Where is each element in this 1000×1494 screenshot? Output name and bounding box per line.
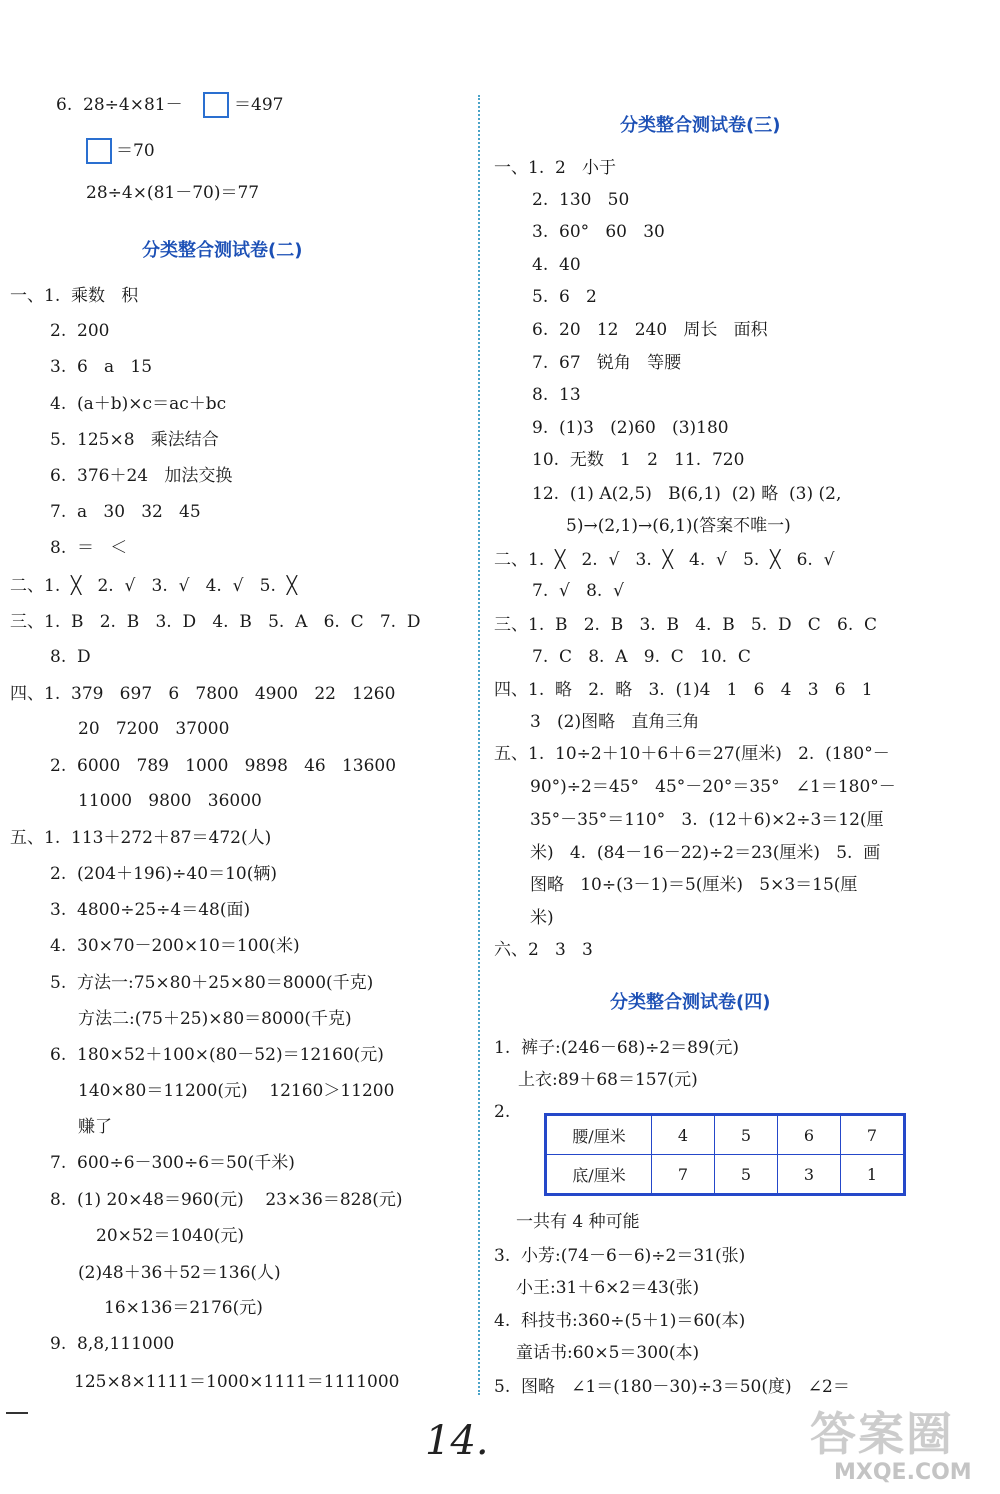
answer-line: ＝70 bbox=[116, 141, 155, 161]
answer-line: 4. 40 bbox=[532, 255, 581, 275]
answer-line: 3. 6 a 15 bbox=[50, 357, 153, 377]
answer-line: 1. 裤子:(246－68)÷2＝89(元) bbox=[494, 1038, 740, 1058]
answer-line: ＝497 bbox=[234, 95, 284, 115]
answer-line: 6. 376＋24 加法交换 bbox=[50, 466, 233, 486]
answer-line: 7. C 8. A 9. C 10. C bbox=[532, 647, 751, 667]
answer-line: 童话书:60×5＝300(本) bbox=[516, 1343, 700, 1363]
answer-line: 3. 4800÷25÷4＝48(面) bbox=[50, 900, 251, 920]
answer-line: 一、1. 乘数 积 bbox=[10, 286, 139, 306]
watermark-logo: 答案圈 bbox=[810, 1407, 954, 1461]
answer-line: 5. 方法一:75×80＋25×80＝8000(千克) bbox=[50, 973, 374, 993]
table-cell: 1 bbox=[841, 1155, 905, 1195]
answer-line: 10. 无数 1 2 11. 720 bbox=[532, 450, 745, 470]
answer-line: 一、1. 2 小于 bbox=[494, 158, 617, 178]
answer-line: 140×80＝11200(元) 12160＞11200 bbox=[78, 1081, 395, 1101]
section-title: 分类整合测试卷(四) bbox=[610, 992, 771, 1013]
answer-line: 7. √ 8. √ bbox=[532, 581, 624, 601]
watermark-url: MXQE.COM bbox=[834, 1460, 972, 1485]
column-divider bbox=[478, 95, 480, 1395]
table-cell: 3 bbox=[778, 1155, 841, 1195]
answer-line: 3. 小芳:(74－6－6)÷2＝31(张) bbox=[494, 1246, 746, 1266]
answer-line: 8. (1) 20×48＝960(元) 23×36＝828(元) bbox=[50, 1190, 403, 1210]
answer-line: 四、1. 略 2. 略 3. (1)4 1 6 4 3 6 1 bbox=[494, 680, 873, 700]
answer-line: 6. 20 12 240 周长 面积 bbox=[532, 320, 768, 340]
answer-line: 六、2 3 3 bbox=[494, 940, 593, 960]
answer-line: 7. 600÷6－300÷6＝50(千米) bbox=[50, 1153, 295, 1173]
answer-line: 3 (2)图略 直角三角 bbox=[530, 712, 700, 732]
table-header-cell: 底/厘米 bbox=[546, 1155, 652, 1195]
answer-line: 8. D bbox=[50, 647, 91, 667]
answer-line: 20×52＝1040(元) bbox=[96, 1226, 245, 1246]
table-row bbox=[546, 1155, 905, 1195]
answer-line: 五、1. 10÷2＋10＋6＋6＝27(厘米) 2. (180°－ bbox=[494, 744, 890, 764]
answer-line: 小王:31＋6×2＝43(张) bbox=[516, 1278, 700, 1298]
answer-line: 2. 130 50 bbox=[532, 190, 630, 210]
table-row bbox=[546, 1115, 905, 1155]
footer-mark bbox=[6, 1412, 28, 1414]
answer-line: 12. (1) A(2,5) B(6,1) (2) 略 (3) (2, bbox=[532, 484, 842, 504]
answer-line: 图略 10÷(3－1)＝5(厘米) 5×3＝15(厘 bbox=[530, 875, 858, 895]
answer-table bbox=[544, 1113, 906, 1196]
answer-line: 2. 200 bbox=[50, 321, 110, 341]
table-header-cell: 腰/厘米 bbox=[546, 1115, 652, 1155]
answer-line: 7. a 30 32 45 bbox=[50, 502, 201, 522]
answer-line: 上衣:89＋68＝157(元) bbox=[518, 1070, 698, 1090]
answer-line: 28÷4×(81－70)＝77 bbox=[86, 183, 260, 203]
answer-line: (2)48＋36＋52＝136(人) bbox=[78, 1263, 281, 1283]
table-cell: 5 bbox=[715, 1155, 778, 1195]
answer-line: 7. 67 锐角 等腰 bbox=[532, 353, 682, 373]
answer-line: 2. bbox=[494, 1102, 511, 1122]
table-cell: 7 bbox=[841, 1115, 905, 1155]
answer-line: 8. ＝ ＜ bbox=[50, 538, 128, 558]
answer-line: 6. 28÷4×81－ bbox=[56, 95, 183, 115]
answer-line: 4. 30×70－200×10＝100(米) bbox=[50, 936, 300, 956]
table-cell: 4 bbox=[652, 1115, 715, 1155]
answer-line: 米) 4. (84－16－22)÷2＝23(厘米) 5. 画 bbox=[530, 843, 881, 863]
blank-box bbox=[86, 138, 112, 164]
answer-line: 赚了 bbox=[78, 1117, 112, 1137]
answer-line: 35°－35°＝110° 3. (12＋6)×2÷3＝12(厘 bbox=[530, 810, 884, 830]
blank-box bbox=[203, 92, 229, 118]
answer-line: 5. 6 2 bbox=[532, 287, 597, 307]
answer-line: 4. 科技书:360÷(5＋1)＝60(本) bbox=[494, 1311, 746, 1331]
answer-line: 四、1. 379 697 6 7800 4900 22 1260 bbox=[10, 684, 396, 704]
table-cell: 5 bbox=[715, 1115, 778, 1155]
answer-line: 9. 8,8,111000 bbox=[50, 1334, 175, 1354]
answer-line: 三、1. B 2. B 3. D 4. B 5. A 6. C 7. D bbox=[10, 612, 421, 632]
answer-line: 五、1. 113＋272＋87＝472(人) bbox=[10, 828, 272, 848]
answer-line: 2. (204＋196)÷40＝10(辆) bbox=[50, 864, 277, 884]
answer-line: 二、1. ╳ 2. √ 3. ╳ 4. √ 5. ╳ 6. √ bbox=[494, 550, 835, 570]
answer-line: 一共有 4 种可能 bbox=[516, 1212, 640, 1232]
answer-line: 20 7200 37000 bbox=[78, 719, 230, 739]
table-cell: 7 bbox=[652, 1155, 715, 1195]
answer-line: 90°)÷2＝45° 45°－20°＝35° ∠1＝180°－ bbox=[530, 777, 896, 797]
answer-line: 方法二:(75＋25)×80＝8000(千克) bbox=[78, 1009, 352, 1029]
answer-line: 9. (1)3 (2)60 (3)180 bbox=[532, 418, 729, 438]
answer-line: 2. 6000 789 1000 9898 46 13600 bbox=[50, 756, 397, 776]
answer-line: 6. 180×52＋100×(80－52)＝12160(元) bbox=[50, 1045, 384, 1065]
answer-line: 5. 125×8 乘法结合 bbox=[50, 430, 219, 450]
answer-line: 二、1. ╳ 2. √ 3. √ 4. √ 5. ╳ bbox=[10, 576, 297, 596]
section-title: 分类整合测试卷(三) bbox=[620, 115, 781, 136]
answer-line: 125×8×1111＝1000×1111＝1111000 bbox=[74, 1372, 400, 1392]
answer-line: 4. (a＋b)×c＝ac＋bc bbox=[50, 394, 227, 414]
answer-line: 11000 9800 36000 bbox=[78, 791, 262, 811]
table-cell: 6 bbox=[778, 1115, 841, 1155]
page-number-handwritten: 14. bbox=[425, 1418, 489, 1464]
answer-line: 16×136＝2176(元) bbox=[104, 1298, 263, 1318]
answer-line: 5)→(2,1)→(6,1)(答案不唯一) bbox=[566, 516, 791, 536]
section-title: 分类整合测试卷(二) bbox=[142, 240, 303, 261]
answer-line: 5. 图略 ∠1＝(180－30)÷3＝50(度) ∠2＝ bbox=[494, 1377, 850, 1397]
answer-line: 三、1. B 2. B 3. B 4. B 5. D C 6. C bbox=[494, 615, 878, 635]
answer-line: 8. 13 bbox=[532, 385, 581, 405]
answer-line: 3. 60° 60 30 bbox=[532, 222, 665, 242]
answer-line: 米) bbox=[530, 908, 554, 928]
